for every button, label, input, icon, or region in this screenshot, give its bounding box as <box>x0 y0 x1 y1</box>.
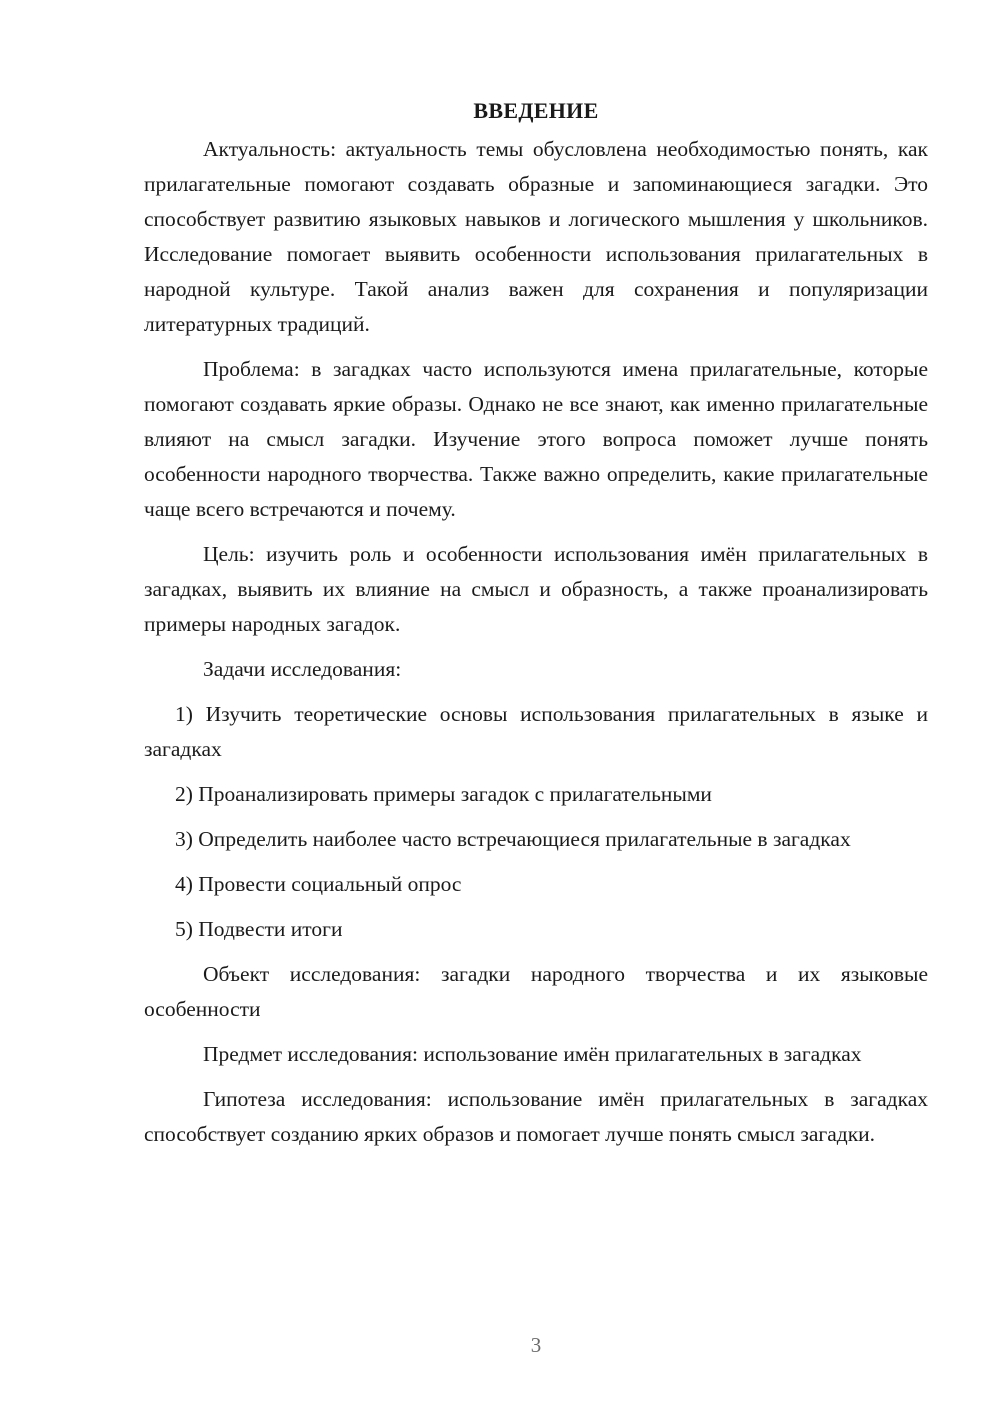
document-page <box>144 94 928 1162</box>
task-item-1: 1) Изучить теоретические основы использования прилагательных в языке и загадках <box>144 702 928 761</box>
task-item-5: 5) Подвести итоги <box>175 917 343 941</box>
task-item-2: 2) Проанализировать примеры загадок с прилагательными <box>175 782 712 806</box>
page-number: 3 <box>530 1333 542 1357</box>
hypothesis-paragraph: Гипотеза исследования: использование имён прилагательных в загадках способствует созданию ярких образов и помогает лучше понять смысл загадки. <box>144 1087 928 1146</box>
object-paragraph: Объект исследования: загадки народного творчества и их языковые особенности <box>144 962 928 1021</box>
goal-paragraph: Цель: изучить роль и особенности использования имён прилагательных в загадках, выявить их влияние на смысл и образность, а также проанализировать примеры народных загадок. <box>144 542 928 636</box>
section-title: ВВЕДЕНИЕ <box>473 98 599 123</box>
relevance-paragraph: Актуальность: актуальность темы обусловлена необходимостью понять, как прилагательные помогают создавать образные и запоминающиеся загадки. Это способствует развитию языковых навыков и логического мышления у школьников. Исследование помогает выявить особенности использования прилагательных в народной культуре. Такой анализ важен для сохранения и популяризации литературных традиций. <box>144 137 928 336</box>
tasks-heading: Задачи исследования: <box>203 657 402 681</box>
task-item-3: 3) Определить наиболее часто встречающиеся прилагательные в загадках <box>175 827 851 851</box>
subject-paragraph: Предмет исследования: использование имён прилагательных в загадках <box>203 1042 862 1066</box>
task-item-4: 4) Провести социальный опрос <box>175 872 462 896</box>
problem-paragraph: Проблема: в загадках часто используются имена прилагательные, которые помогают создавать яркие образы. Однако не все знают, как именно прилагательные влияют на смысл загадки. Изучение этого вопроса поможет лучше понять особенности народного творчества. Также важно определить, какие прилагательные чаще всего встречаются и почему. <box>144 357 928 521</box>
